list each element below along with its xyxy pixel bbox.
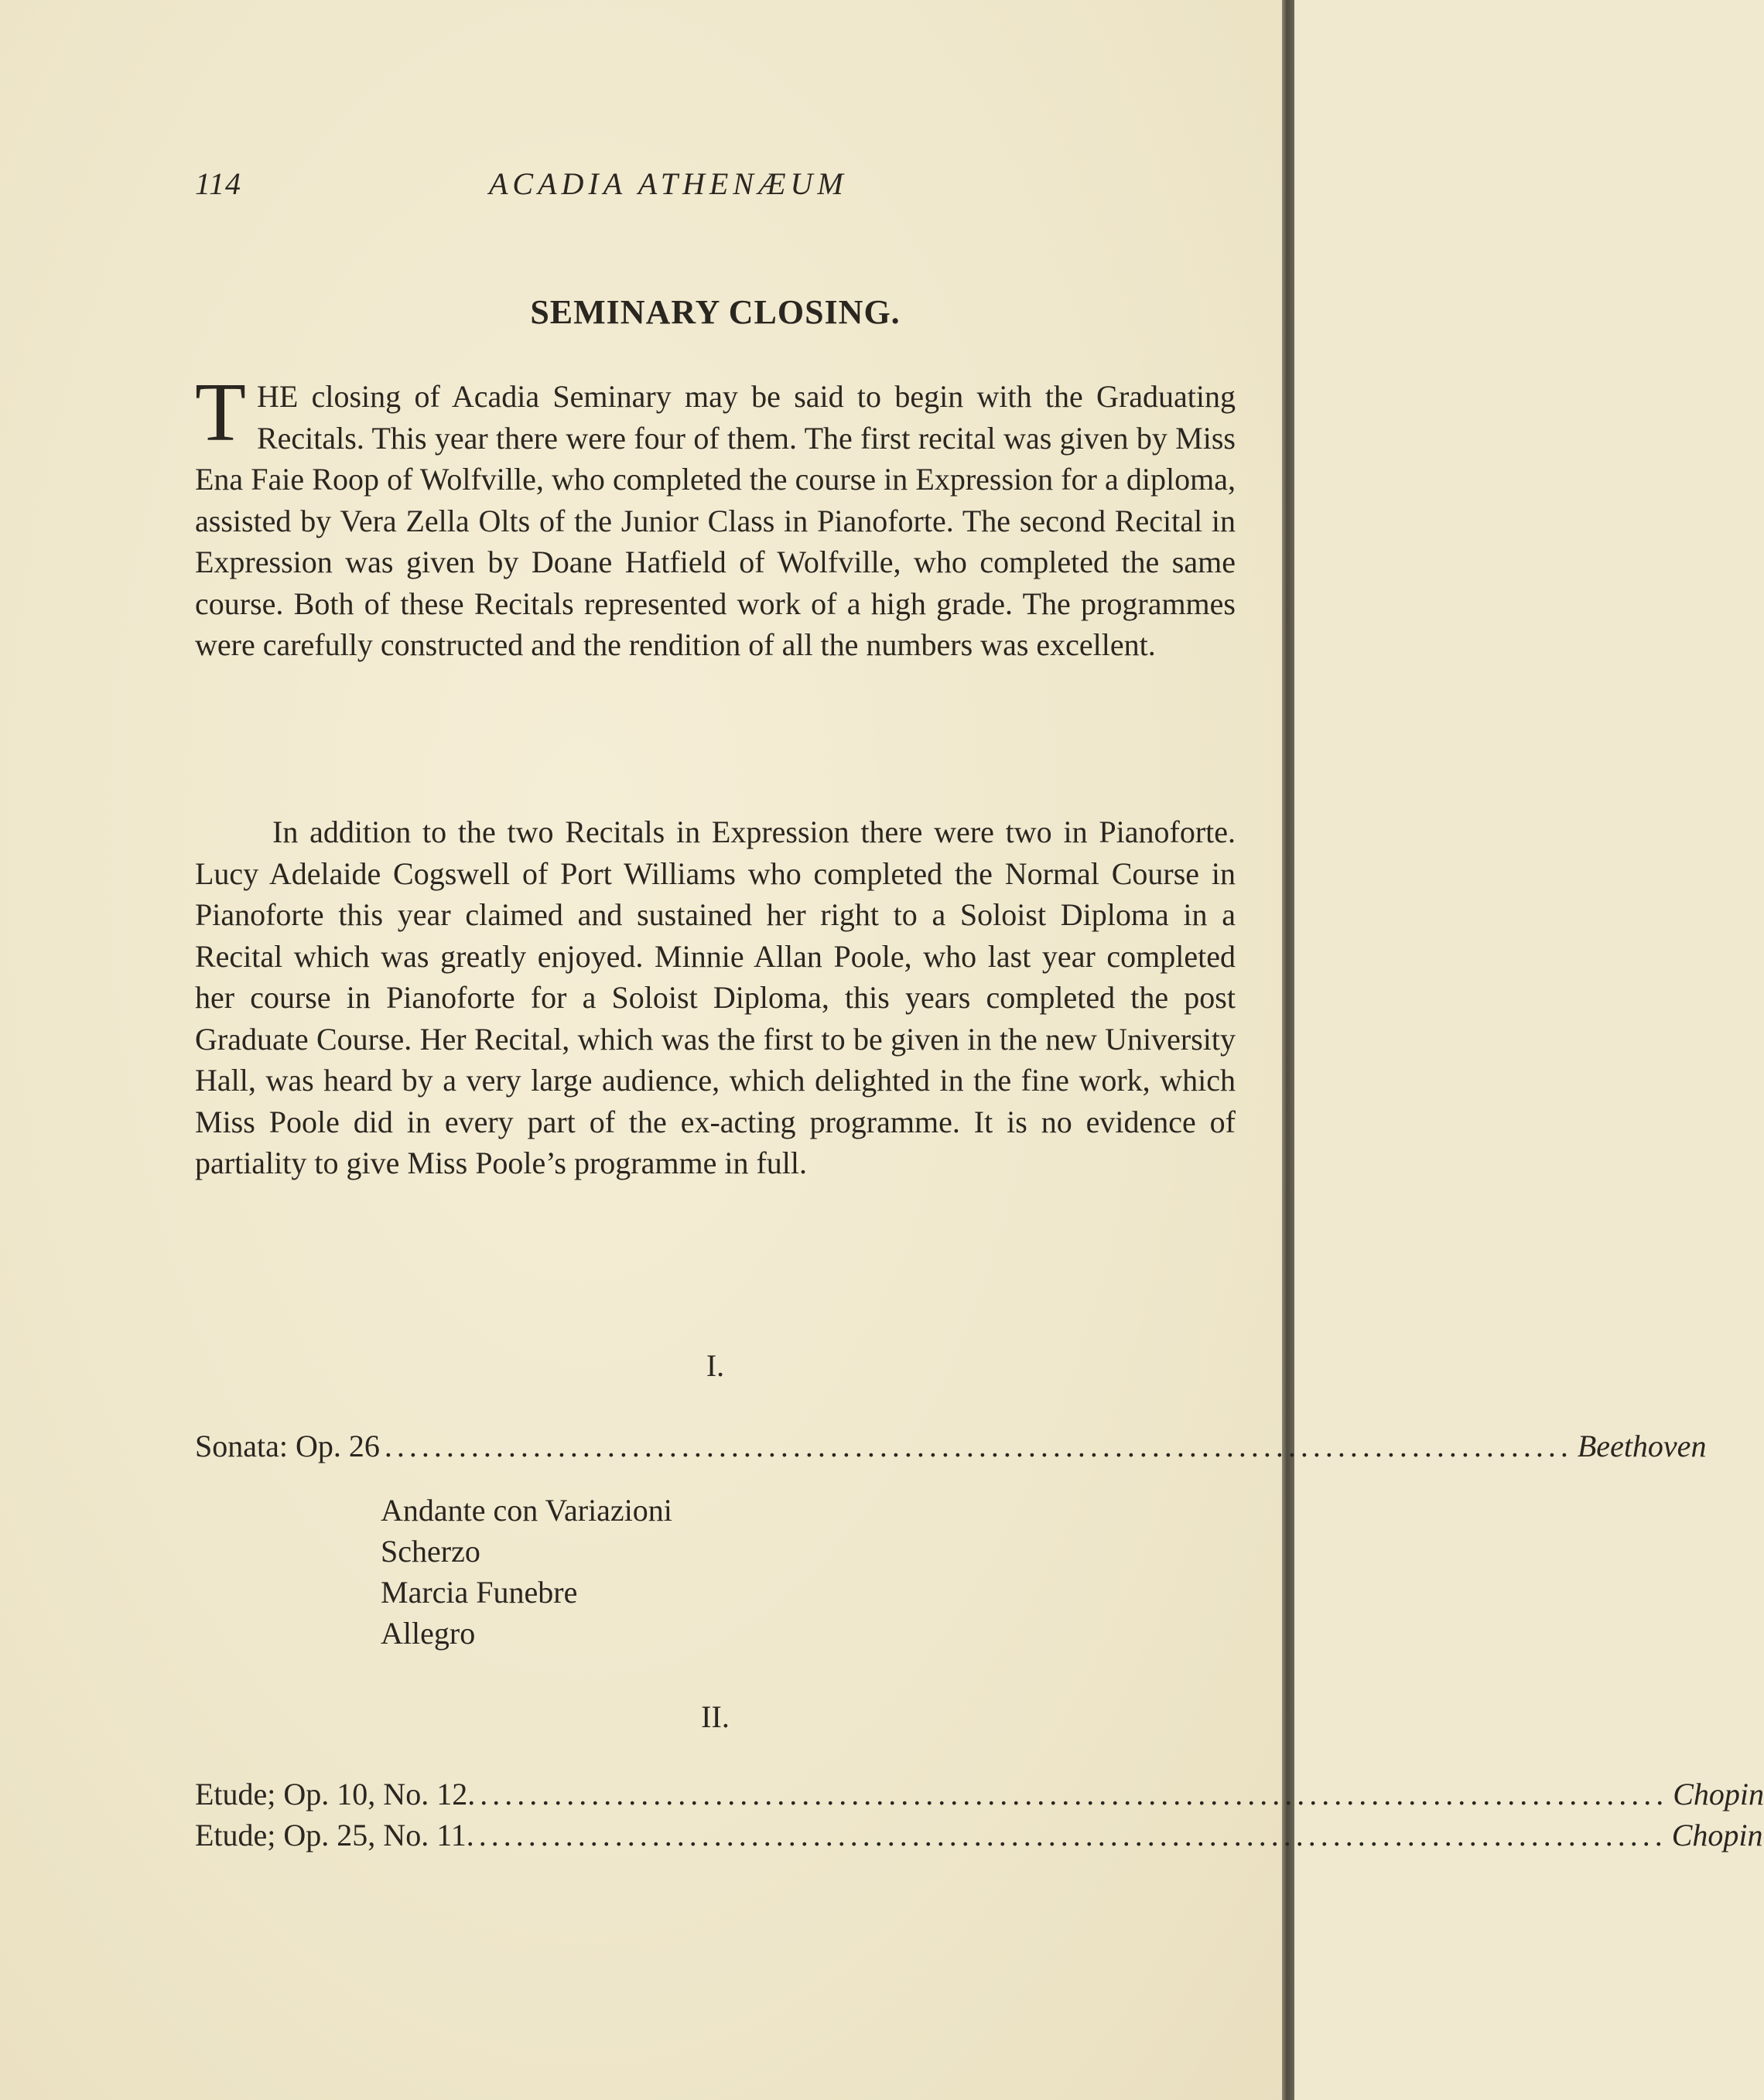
movement-item: Scherzo [381, 1534, 480, 1569]
programme-composer: Chopin [1671, 1818, 1763, 1852]
movement-item: Allegro [381, 1616, 476, 1651]
programme-item [195, 1428, 1707, 1470]
movement-item: Marcia Funebre [381, 1575, 578, 1610]
programme-item [195, 1817, 1763, 1859]
movement-list [381, 1490, 672, 1654]
programme-section-numeral: II. [701, 1699, 730, 1734]
movement-item: Andante con Variazioni [381, 1493, 672, 1528]
programme-work: Etude; Op. 25, No. 11. [195, 1818, 474, 1852]
programme-item [195, 1776, 1764, 1818]
programme-work: Etude; Op. 10, No. 12. [195, 1777, 476, 1811]
drop-cap: T [195, 367, 246, 459]
programme-composer: Beethoven [1577, 1429, 1707, 1463]
paragraph-1-text: HE closing of Acadia Seminary may be said to begin with the Graduating Recitals. This year there were four of them. The first recital was given by Miss Ena Faie Roop of Wolfville, who completed the course in Expression for a diploma, assisted by Vera Zella Olts of the Junior Class in Pianoforte. The second Recital in Expression was given by Doane Hatfield of Wolfville, who completed the same course. Both of these Recitals represented work of a high grade. The programmes were carefully constructed and the rendition of all the numbers was excellent. [195, 379, 1236, 662]
page-number: 114 [195, 166, 242, 201]
running-head [195, 166, 984, 212]
programme-composer: Chopin [1673, 1777, 1764, 1811]
dot-leader: ................................................................................................ [480, 1777, 1669, 1811]
paragraph-1 [195, 367, 1236, 666]
article-title: SEMINARY CLOSING. [530, 293, 901, 331]
journal-title: ACADIA ATHENÆUM [489, 166, 848, 201]
dot-leader: ................................................................................................ [384, 1429, 1573, 1463]
paragraph-2: In addition to the two Recitals in Expression there were two in Pianoforte. Lucy Adelaide Cogswell of Port Williams who completed the Normal Course in Pianoforte this year claimed and sustained her right to a Soloist Diploma in a Recital which was greatly enjoyed. Minnie Allan Poole, who last year completed her course in Pianoforte for a Soloist Diploma, this years completed the post Graduate Course. Her Recital, which was the first to be given in the new University Hall, was heard by a very large audience, which delighted in the fine work, which Miss Poole did in every part of the ex-acting programme. It is no evidence of partiality to give Miss Poole’s programme in full. [195, 814, 1236, 1180]
dot-leader: ................................................................................................ [478, 1818, 1667, 1852]
programme-work: Sonata: Op. 26 [195, 1429, 380, 1463]
programme-section-numeral: I. [706, 1348, 725, 1383]
